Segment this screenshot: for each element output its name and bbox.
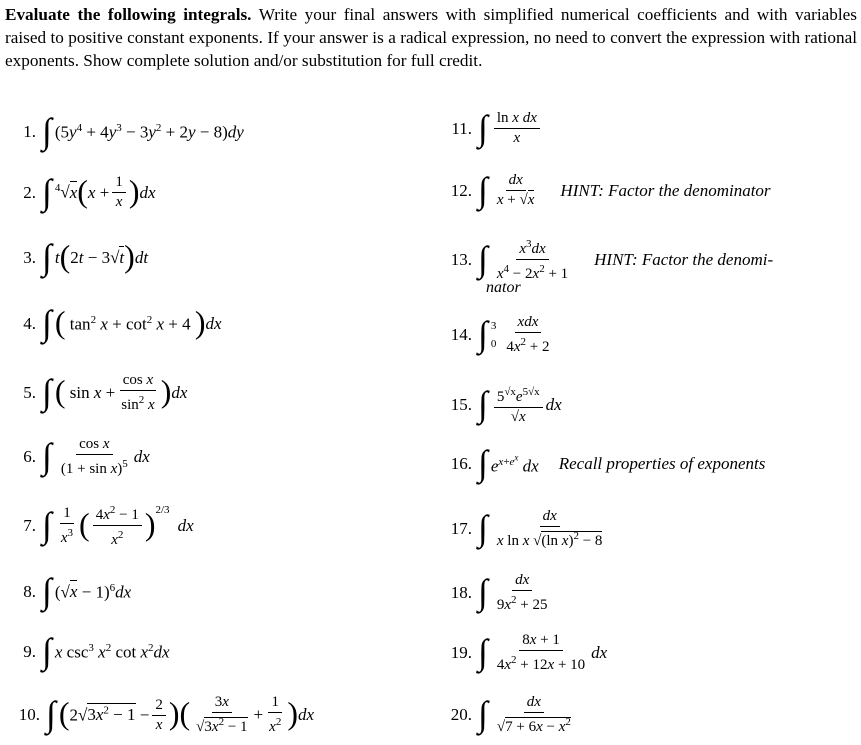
problem-5: 5. ∫ ( sin x + $\frac{\text{cos x}}{\sin^2 x}$ ) dx [10,372,187,414]
hint-text: Recall properties of exponents [558,454,766,473]
problem-16: 16. ∫ $e^{x+e^x}$ dx Recall properties of exponents [446,446,765,482]
problem-number: 5. [23,383,36,402]
problem-13: 13. ∫ $\frac{x^3dx}{x^4 - 2x^2 + 1}$ HINT: Factor the denomi- [446,236,773,283]
hint-text: HINT: Factor the denominator [560,180,771,200]
problem-number: 19. [450,643,472,662]
problem-7: 7. ∫ $\frac{1}{x^3}$ ( $\frac{4x^2 - 1}{x^2}$ ) $^{2/3}$ dx [10,502,194,549]
problem-number: 20. [450,705,472,724]
problem-9: 9. ∫ x $\csc^3 x^2$ $\cot x^2dx$ [10,634,170,670]
problem-17: 17. ∫ $\frac{dx}{x \ln x √(\ln x)^2 - 8}$ [446,508,608,550]
problem-number: 18. [450,583,472,602]
problem-15: 15. ∫ $\frac{5^{√x}e^{5√x}}{√x}$ dx [446,384,562,426]
problem-number: 7. [23,515,36,535]
problem-number: 8. [23,582,36,601]
problem-3: 3. ∫ t ( 2t − 3√t ) dt [10,240,148,276]
hint-text: HINT: Factor the denomi- [594,249,774,269]
problem-number: 2. [23,182,36,202]
problem-2: 2. ∫ $^4$√x ( x + $\frac{1}{x}$ ) dx [10,174,156,211]
problem-14: 14. ∫ 3 0 $\frac{\text{xdx}}{4x^2 + 2}$ [446,314,556,356]
problem-4: 4. ∫ ( $\tan^2 x + \cot^2 x + 4$ ) dx [10,306,222,342]
instructions-text: Write your final answers with simplified numerical coefficients and with variables raised to positive constant exponents. If your answer is a radical expression, no need to convert the expression with rational exponents. Show complete solution and/or substitution for full credit. [5,5,857,70]
problem-8: 8. ∫ $(√x - 1)^6dx$ [10,574,131,610]
problem-20: 20. ∫ $\frac{dx}{√7 + 6x - x^2}$ [446,694,577,736]
problem-number: 11. [451,118,472,138]
problem-number: 3. [23,248,36,267]
problem-19: 19. ∫ $\frac{8x + 1}{4x^2 + 12x + 10}$ dx [446,632,607,674]
hint-continuation: nator [486,279,521,296]
problem-number: 17. [450,519,472,538]
problem-10: 10. ∫ ( $2√3x^2 - 1$ − $\frac{2}{x}$ ) ( $\frac{3x}{√3x^2 - 1}$ + $\frac{1}{x^2}$ ) dx [0,694,314,736]
instructions-lead: Evaluate the following integrals. [5,5,252,24]
problem-number: 6. [23,447,36,466]
problem-6: 6. ∫ $\frac{\text{cos x}}{(1 + \sin x)^5}$ dx [10,436,150,478]
problem-number: 14. [450,325,472,344]
problem-number: 12. [450,180,472,200]
problem-number: 10. [18,705,40,724]
problem-12: 12. ∫ $\frac{dx}{x + √x}$ HINT: Factor the denominator [446,172,771,209]
problem-number: 16. [450,454,472,473]
problem-number: 4. [23,314,36,333]
problem-number: 13. [450,249,472,269]
instructions [5,3,857,72]
problem-11: 11. ∫ $\frac{\text{ln x dx}}{x}$ [446,110,543,147]
problem-1: 1. ∫ $(5y^4 + 4y^3 - 3y^2 + 2y - 8)dy$ [10,114,244,150]
problem-18: 18. ∫ $\frac{dx}{9x^2 + 25}$ [446,572,554,614]
problem-number: 1. [23,122,36,141]
problem-number: 9. [23,642,36,661]
problem-number: 15. [450,395,472,414]
